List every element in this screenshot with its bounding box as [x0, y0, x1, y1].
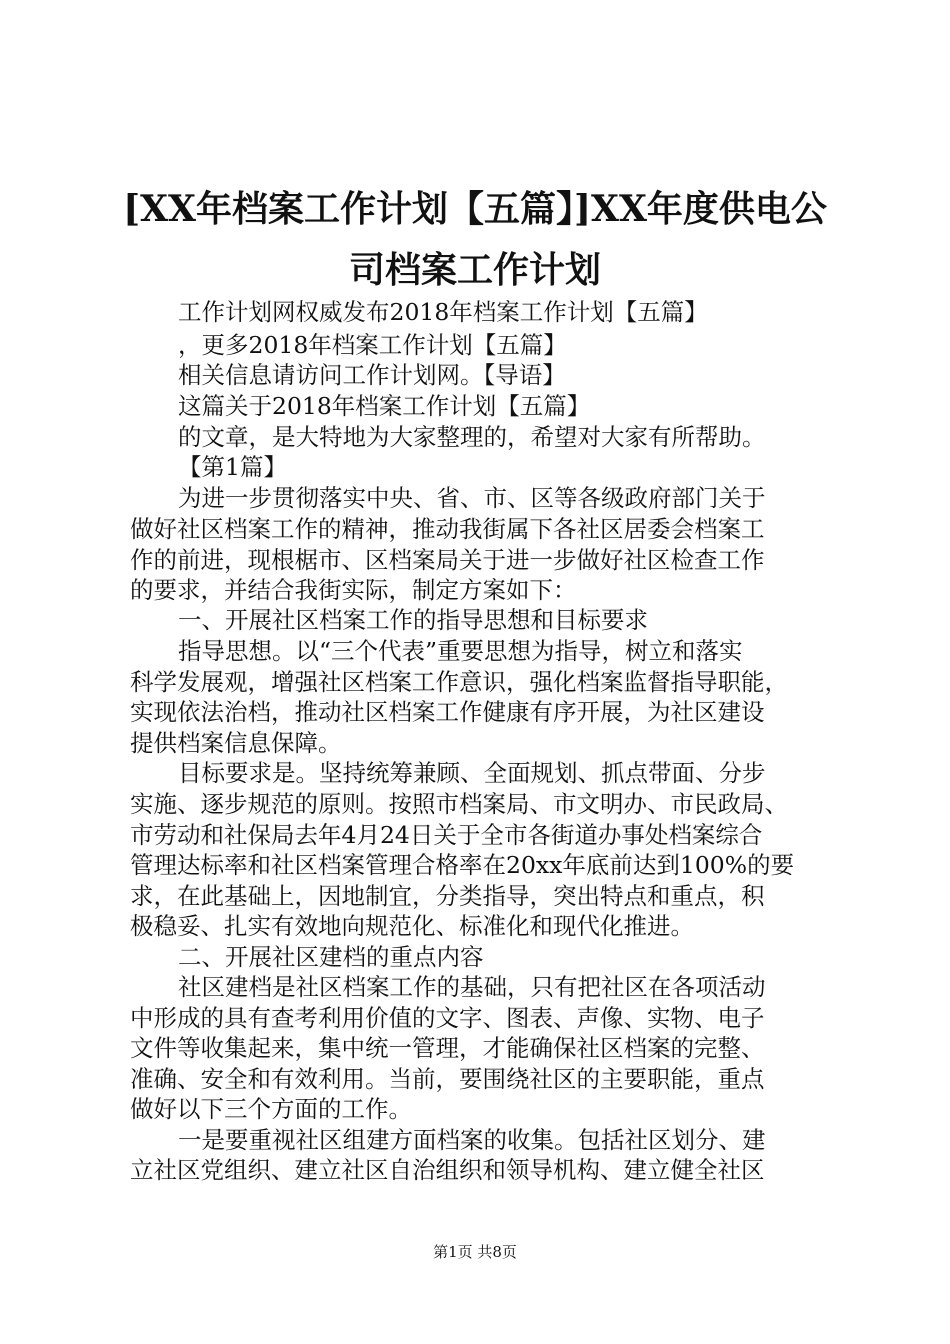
paragraph-line: 一是要重视社区组建方面档案的收集。包括社区划分、建 [178, 1126, 766, 1154]
paragraph-line: 中形成的具有查考利用价值的文字、图表、声像、实物、电子 [130, 1004, 765, 1032]
subheading: 一、开展社区档案工作的指导思想和目标要求 [178, 606, 648, 634]
text-line: 的文章，是大特地为大家整理的，希望对大家有所帮助。 [178, 423, 766, 451]
paragraph-line: 市劳动和社保局去年4月24日关于全市各街道办事处档案综合 [130, 821, 763, 849]
paragraph-line: 科学发展观，增强社区档案工作意识，强化档案监督指导职能， [130, 668, 788, 696]
text-line: 相关信息请访问工作计划网。【导语】 [178, 361, 566, 389]
paragraph-line: 提供档案信息保障。 [130, 729, 342, 757]
paragraph-line: 文件等收集起来，集中统一管理，才能确保社区档案的完整、 [130, 1034, 765, 1062]
document-title-line-2: 司档案工作计划 [348, 249, 601, 291]
paragraph-line: 准确、安全和有效利用。当前，要围绕社区的主要职能，重点 [130, 1065, 765, 1093]
page-footer: 第1页 共8页 [433, 1243, 517, 1261]
text-line: 工作计划网权威发布2018年档案工作计划【五篇】 [178, 298, 708, 326]
paragraph-line: 做好社区档案工作的精神，推动我街属下各社区居委会档案工 [130, 515, 765, 543]
paragraph-line: 的要求，并结合我街实际，制定方案如下： [130, 576, 577, 604]
paragraph-line: 指导思想。以“三个代表”重要思想为指导，树立和落实 [178, 637, 743, 665]
paragraph-line: 立社区党组织、建立社区自治组织和领导机构、建立健全社区 [130, 1156, 765, 1184]
text-line: 这篇关于2018年档案工作计划【五篇】 [178, 392, 591, 420]
paragraph-line: 目标要求是。坚持统筹兼顾、全面规划、抓点带面、分步 [178, 759, 766, 787]
subheading: 二、开展社区建档的重点内容 [178, 943, 484, 971]
paragraph-line: 实现依法治档，推动社区档案工作健康有序开展，为社区建设 [130, 698, 765, 726]
paragraph-line: 作的前进，现根椐市、区档案局关于进一步做好社区检查工作 [130, 546, 765, 574]
paragraph-line: 实施、逐步规范的原则。按照市档案局、市文明办、市民政局、 [130, 790, 788, 818]
paragraph-line: 极稳妥、扎实有效地向规范化、标准化和现代化推进。 [130, 912, 694, 940]
paragraph-line: 社区建档是社区档案工作的基础，只有把社区在各项活动 [178, 973, 766, 1001]
text-line: ，更多2018年档案工作计划【五篇】 [178, 331, 567, 359]
paragraph-line: 为进一步贯彻落实中央、省、市、区等各级政府部门关于 [178, 484, 766, 512]
paragraph-line: 管理达标率和社区档案管理合格率在20xx年底前达到100%的要 [130, 851, 795, 879]
paragraph-line: 做好以下三个方面的工作。 [130, 1095, 412, 1123]
paragraph-line: 求，在此基础上，因地制宜，分类指导，突出特点和重点，积 [130, 882, 765, 910]
document-title-line-1: [XX年档案工作计划【五篇】]XX年度供电公 [123, 188, 827, 230]
section-heading: 【第1篇】 [178, 453, 287, 481]
